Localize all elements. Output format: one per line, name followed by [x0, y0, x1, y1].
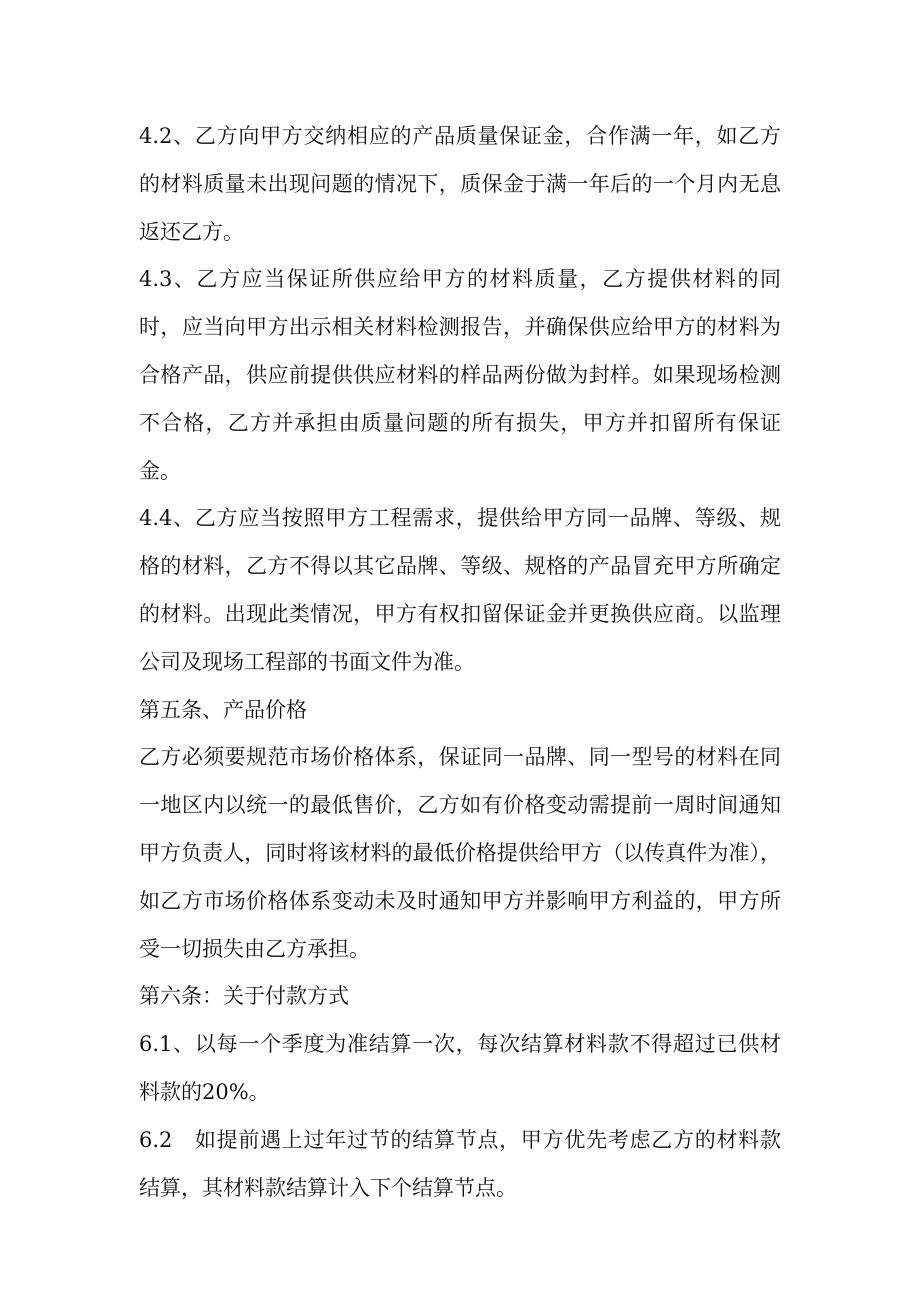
article-5-body: 乙方必须要规范市场价格体系，保证同一品牌、同一型号的材料在同一地区内以统一的最低售价，乙方如有价格变动需提前一周时间通知甲方负责人，同时将该材料的最低价格提供给甲方（以传真件为准），如乙方市场价格体系变动未及时通知甲方并影响甲方利益的，甲方所受一切损失由乙方承担。: [139, 745, 781, 961]
clause-6-1: 6.1、以每一个季度为准结算一次，每次结算材料款不得超过已供材料款的20%。: [139, 1032, 781, 1104]
clause-4-4: 4.4、乙方应当按照甲方工程需求，提供给甲方同一品牌、等级、规格的材料，乙方不得以其它品牌、等级、规格的产品冒充甲方所确定的材料。出现此类情况，甲方有权扣留保证金并更换供应商。以监理公司及现场工程部的书面文件为准。: [139, 506, 781, 674]
document-body: [139, 113, 781, 1212]
article-5-heading: 第五条、产品价格: [139, 697, 307, 722]
clause-4-3: 4.3、乙方应当保证所供应给甲方的材料质量，乙方提供材料的同时，应当向甲方出示相关材料检测报告，并确保供应给甲方的材料为合格产品，供应前提供供应材料的样品两份做为封样。如果现场检测不合格，乙方并承担由质量问题的所有损失，甲方并扣留所有保证金。: [139, 267, 781, 483]
clause-4-2: 4.2、乙方向甲方交纳相应的产品质量保证金，合作满一年，如乙方的材料质量未出现问题的情况下，质保金于满一年后的一个月内无息返还乙方。: [139, 124, 781, 244]
clause-6-2: 6.2 如提前遇上过年过节的结算节点，甲方优先考虑乙方的材料款结算，其材料款结算计入下个结算节点。: [139, 1127, 781, 1200]
article-6-heading: 第六条：关于付款方式: [139, 984, 349, 1009]
